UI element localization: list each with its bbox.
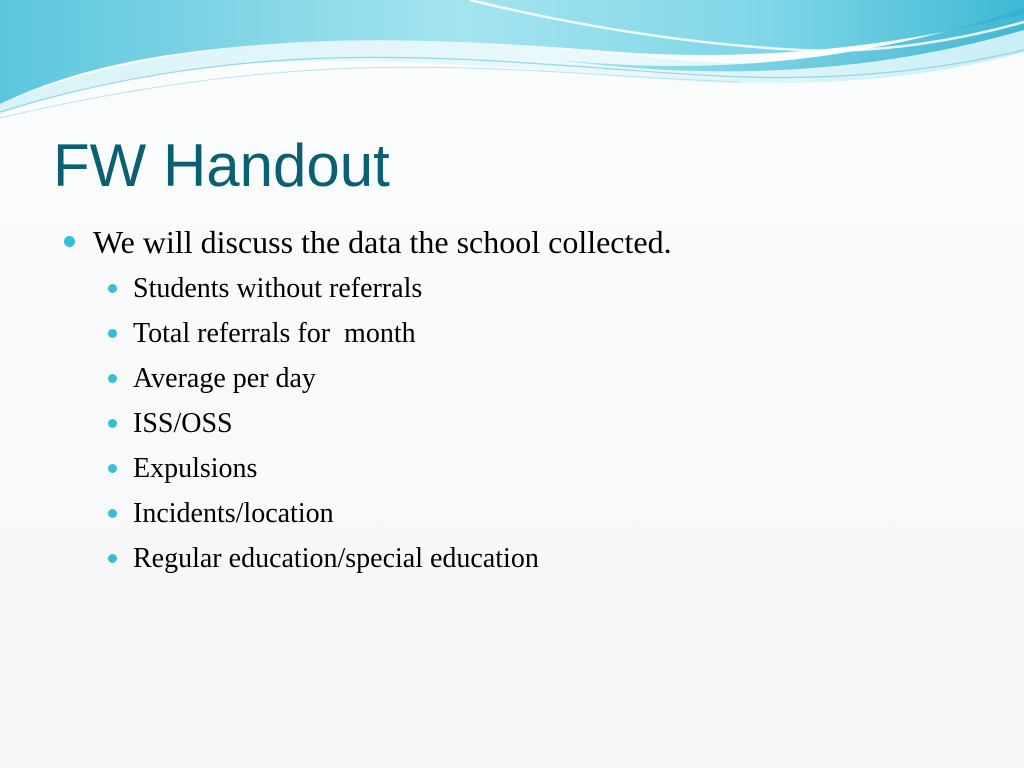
sub-bullet-item: [102, 536, 992, 581]
sub-bullet-text: Students without referrals: [133, 273, 423, 304]
bullet-dot-icon: [108, 419, 117, 428]
sub-bullet-text: Average per day: [133, 363, 316, 394]
bullet-dot-icon: [108, 464, 117, 473]
bullet-dot-icon: [64, 236, 75, 247]
sub-bullet-item: [102, 491, 992, 536]
main-bullet-text: We will discuss the data the school collected.: [93, 224, 672, 260]
sub-bullet-text: Incidents/location: [133, 498, 334, 529]
bullet-dot-icon: [108, 329, 117, 338]
header-wave-decoration: [0, 0, 1024, 130]
sub-bullet-text: Total referrals for month: [133, 318, 416, 349]
bullet-dot-icon: [108, 284, 117, 293]
sub-bullet-list: [62, 266, 992, 581]
bullet-list: [62, 221, 992, 581]
sub-bullet-item: [102, 401, 992, 446]
sub-bullet-item: [102, 356, 992, 401]
sub-bullet-item: [102, 446, 992, 491]
bullet-dot-icon: [108, 509, 117, 518]
bullet-dot-icon: [108, 374, 117, 383]
bullet-dot-icon: [108, 554, 117, 563]
sub-bullet-item: [102, 266, 992, 311]
slide-title: FW Handout: [53, 132, 390, 199]
sub-bullet-text: Regular education/special education: [133, 543, 539, 574]
sub-bullet-text: ISS/OSS: [133, 408, 233, 439]
main-bullet-item: [62, 221, 992, 263]
sub-bullet-item: [102, 311, 992, 356]
sub-bullet-text: Expulsions: [133, 453, 258, 484]
